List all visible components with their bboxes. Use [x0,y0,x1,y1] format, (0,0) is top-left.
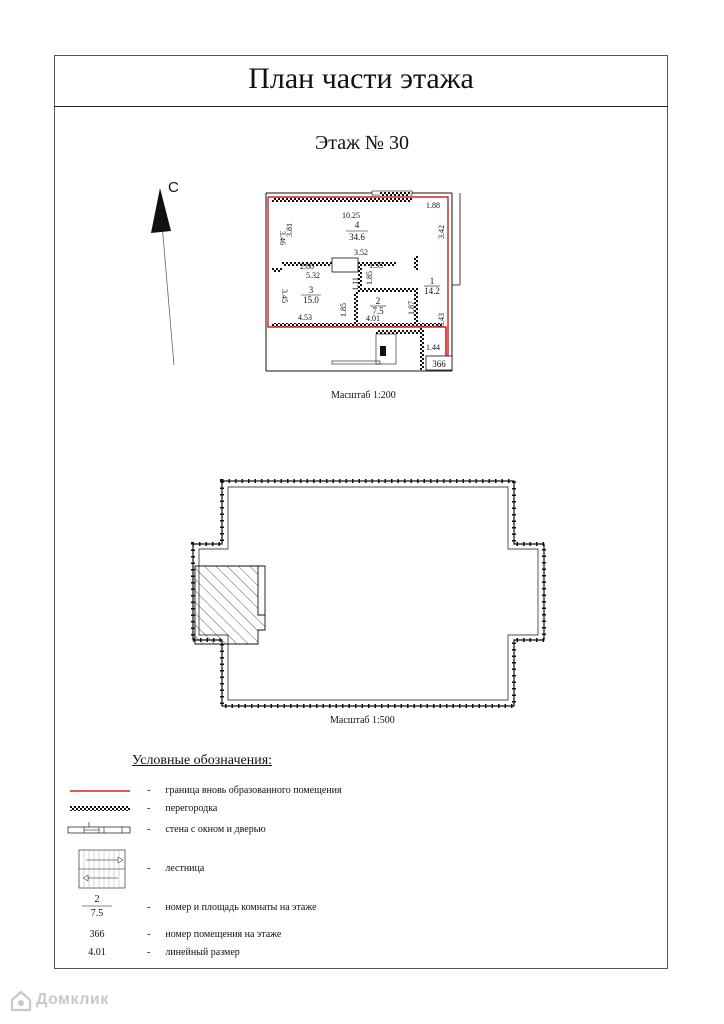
dim-5-43: 5.43 [437,313,446,327]
legend-item-room [147,902,317,913]
room-area: 15.0 [303,295,319,305]
north-arrow [151,179,179,365]
room-number: 4 [354,220,360,230]
legend-dash: - [147,929,151,940]
page-title: План части этажа [248,62,474,95]
room-number: 2 [375,296,381,306]
legend-sample-room-number: 2 [94,894,100,905]
dim-3-42: 3.42 [437,225,446,239]
legend-item-partition [147,803,217,814]
dim-1-11: 1.11 [351,277,360,291]
room-2-label [370,296,386,316]
dim-3-46: 3.46 [278,231,287,245]
dim-5-32: 5.32 [306,271,320,280]
legend-dash: - [147,863,151,874]
dim-2-80: 2.80 [300,262,314,271]
legend-stair-symbol [79,850,125,888]
legend-partition-symbol [70,806,130,811]
dim-1-87: 1.87 [407,301,416,315]
room-area: 34.6 [349,232,365,242]
plan-scale-label: Масштаб 1:200 [331,390,396,401]
legend-label: линейный размер [165,947,240,958]
legend-dash: - [147,902,151,913]
legend-sample-unit-number: 366 [89,929,105,940]
floor-plan [266,191,460,371]
house-logo-icon [10,990,32,1012]
legend-label: лестница [165,863,205,874]
legend-dash: - [147,803,151,814]
dim-10-25: 10.25 [342,211,360,220]
legend-title: Условные обозначения: [132,753,273,768]
legend-symbols [68,791,130,906]
room-3-label [301,285,321,305]
legend-item-wall [147,824,266,835]
legend-label: номер помещения на этаже [165,929,282,940]
legend-item-unit [147,929,281,940]
watermark-text: Домклик [36,991,109,1008]
legend-dash: - [147,785,151,796]
legend-wall-symbol [68,822,130,833]
north-label: С [168,179,179,196]
dim-4-53: 4.53 [298,313,312,322]
legend-label: граница вновь образованного помещения [165,785,342,796]
room-area: 7.5 [372,306,384,316]
legend-item-dimension [147,947,240,958]
overview-scale-label: Масштаб 1:500 [330,715,395,726]
dim-1-44: 1.44 [426,343,440,352]
legend-dash: - [147,824,151,835]
dim-3-52: 3.52 [354,248,368,257]
dim-4-01: 4.01 [366,314,380,323]
room-area: 14.2 [424,286,440,296]
legend-item-stairs [147,863,204,874]
room-4-label [346,220,368,242]
legend-label: перегородка [165,803,218,814]
dim-1-85-a: 1.85 [365,271,374,285]
legend-sample-dimension: 4.01 [88,947,106,958]
legend-label: номер и площадь комнаты на этаже [165,902,317,913]
dim-1-55: 1.55 [369,261,383,270]
dim-3-45: 3.45 [280,289,289,303]
unit-number: 366 [432,359,446,369]
floor-title: Этаж № 30 [315,132,409,154]
room-number: 3 [308,285,314,295]
legend-dash: - [147,947,151,958]
room-1-label [424,276,440,296]
dim-1-88: 1.88 [426,201,440,210]
room-number: 1 [429,276,435,286]
dim-3-81: 3.81 [285,223,294,237]
building-overview [193,481,544,706]
dim-1-85-b: 1.85 [339,303,348,317]
legend-label: стена с окном и дверью [165,824,266,835]
legend-sample-room-area: 7.5 [90,908,104,919]
legend-item-boundary [147,785,342,796]
